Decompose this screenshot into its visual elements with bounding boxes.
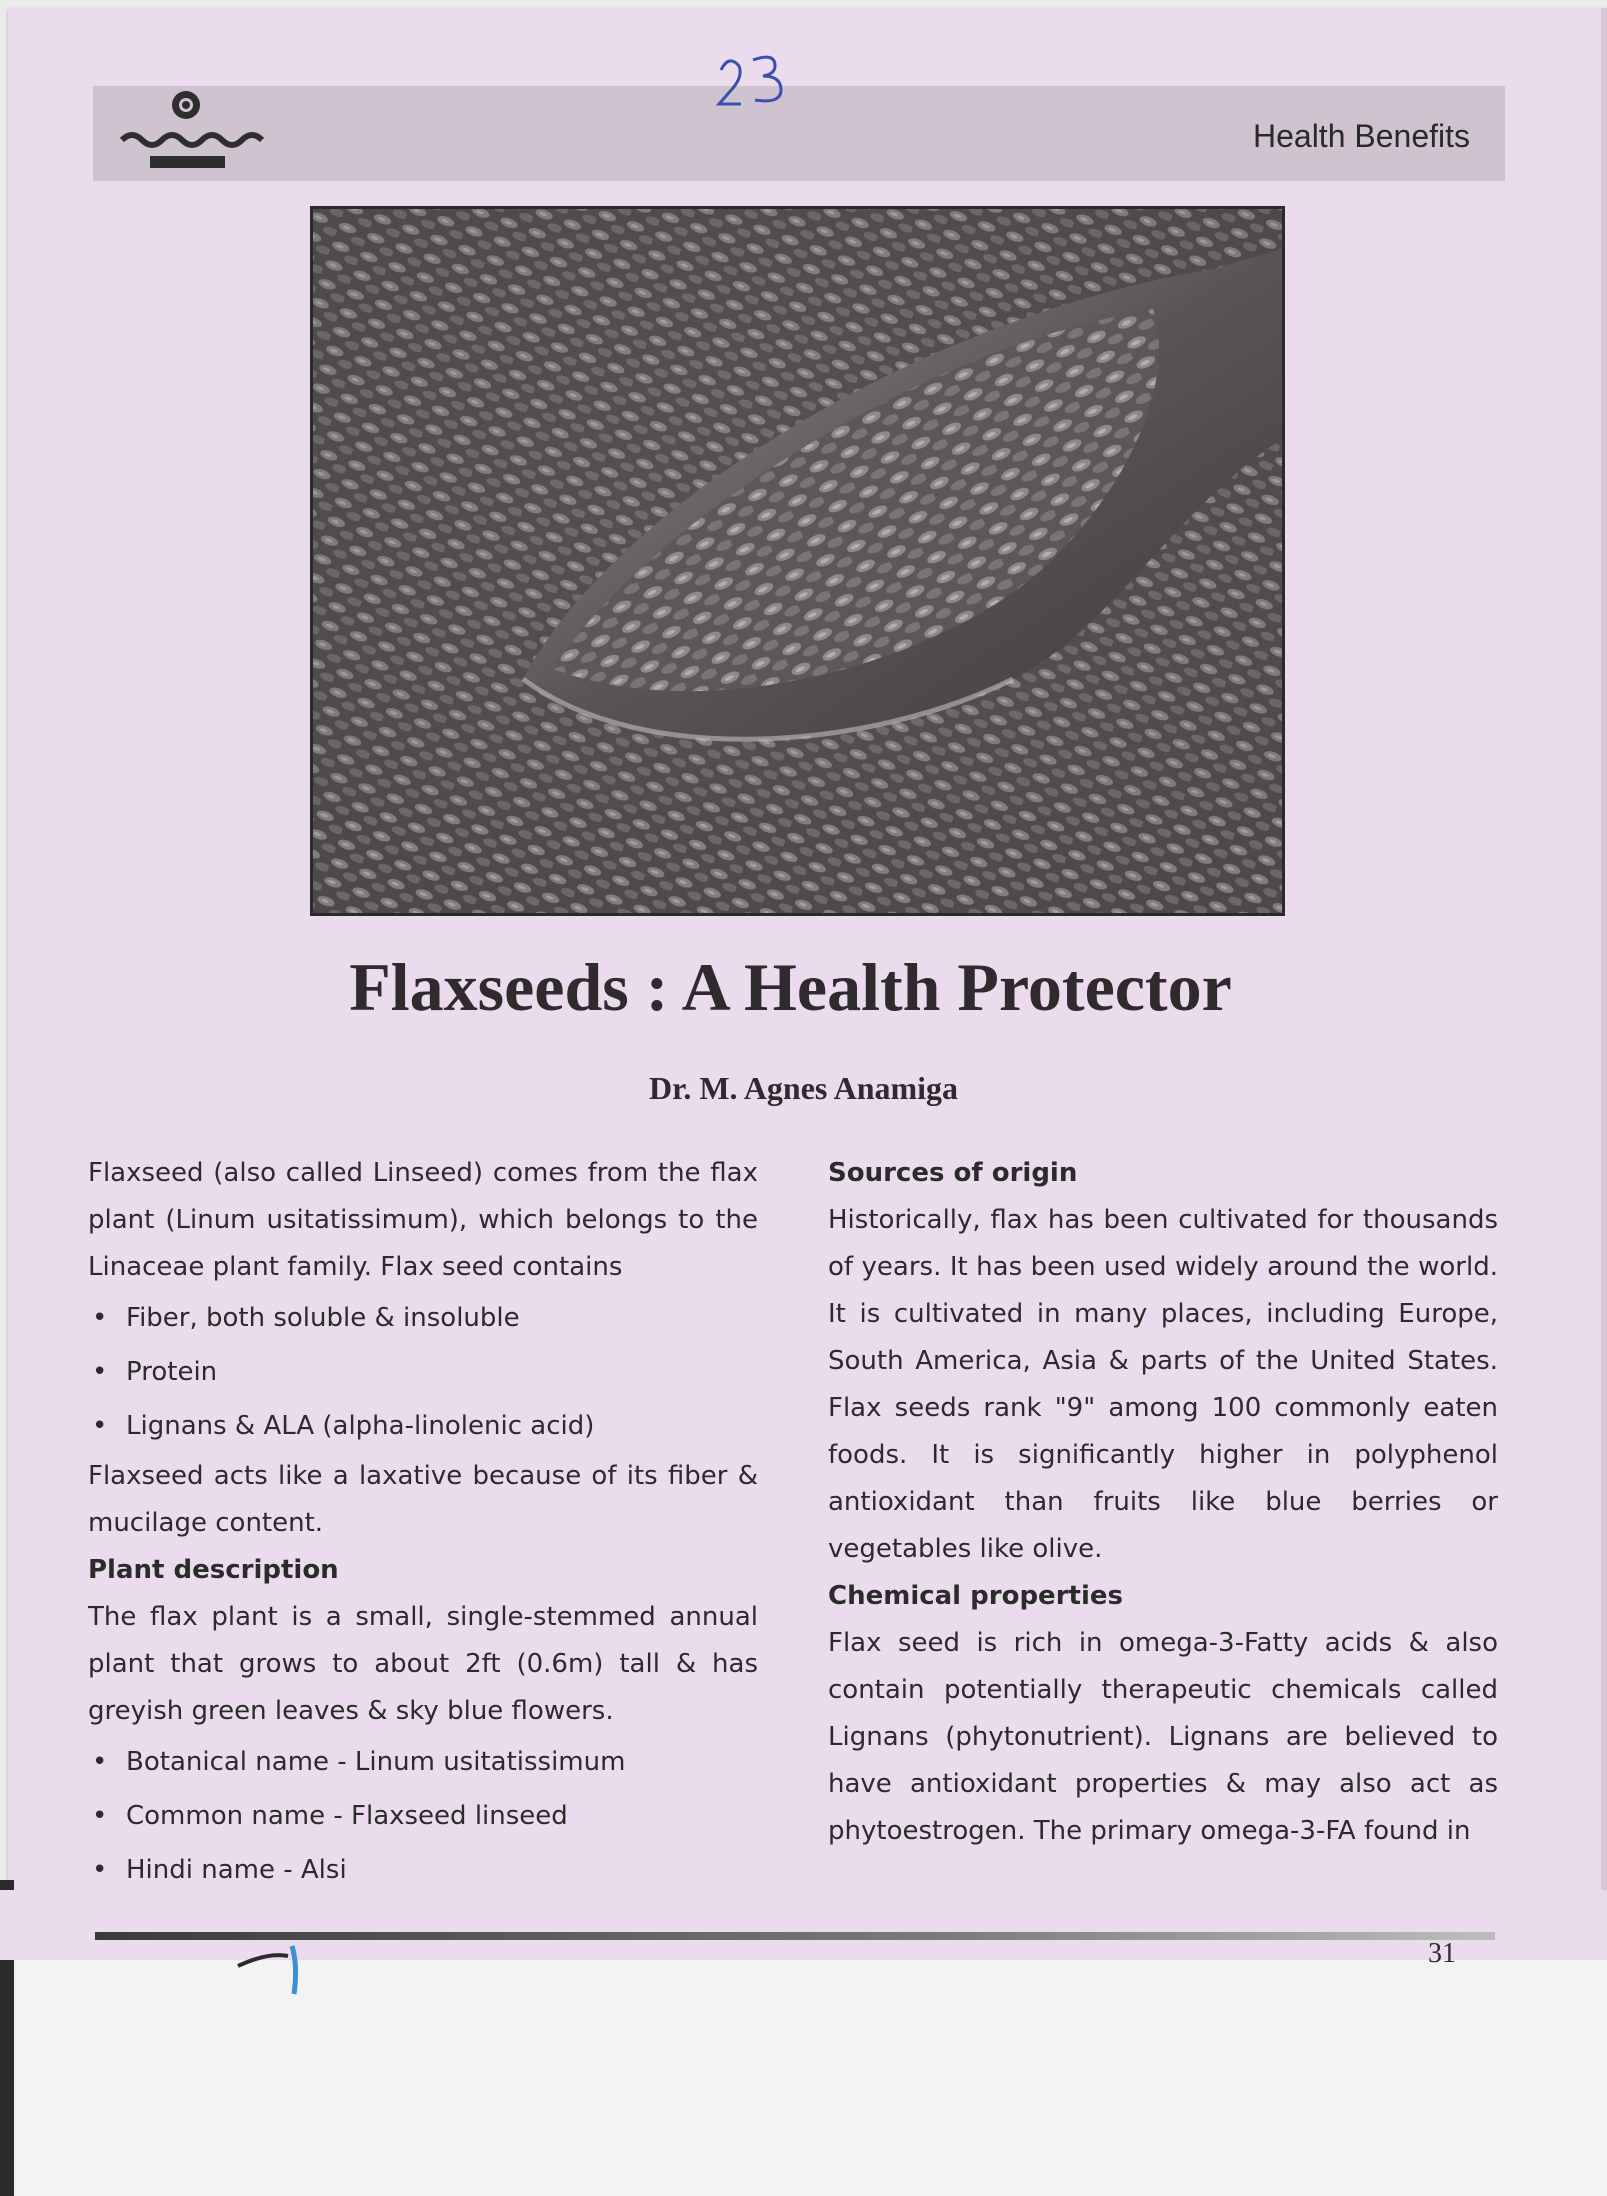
list-item: • Fiber, both soluble & insoluble xyxy=(88,1291,758,1345)
chemical-heading: Chemical properties xyxy=(828,1581,1123,1611)
plant-description-heading: Plant description xyxy=(88,1555,339,1585)
list-item: • Common name - Flaxseed linseed xyxy=(88,1789,758,1843)
section-title: Health Benefits xyxy=(1252,118,1470,154)
article-author: Dr. M. Agnes Anamiga xyxy=(648,1070,959,1106)
list-item: • Botanical name - Linum usitatissimum xyxy=(88,1735,758,1789)
intro-paragraph: Flaxseed (also called Linseed) comes from the flax plant (Linum usitatissimum), which belongs to the Linaceae plant family. Flax seed contains xyxy=(88,1158,758,1282)
page-number: 31 xyxy=(1428,1938,1456,1969)
publication-logo xyxy=(120,88,270,178)
sources-heading: Sources of origin xyxy=(828,1158,1078,1188)
flaxseed-photo xyxy=(310,206,1285,916)
handwritten-page-number xyxy=(713,48,813,128)
list-item: • Lignans & ALA (alpha-linolenic acid) xyxy=(88,1399,758,1453)
ribbon-bookmark xyxy=(232,1932,342,2002)
left-column xyxy=(88,1150,758,1897)
sources-paragraph: Historically, flax has been cultivated for thousands of years. It has been used widely around the world. It is cultivated in many places, including Europe, South America, Asia & parts of the United States. Flax seeds rank "9" among 100 commonly eaten foods. It is significantly higher in polyphenol antioxidant than fruits like blue berries or vegetables like olive. xyxy=(828,1205,1498,1564)
article-title: Flaxseeds : A Health Protector xyxy=(349,949,1232,1025)
right-column xyxy=(828,1150,1498,1855)
list-item: • Hindi name - Alsi xyxy=(88,1843,758,1897)
laxative-paragraph: Flaxseed acts like a laxative because of its fiber & mucilage content. xyxy=(88,1461,758,1538)
chemical-paragraph: Flax seed is rich in omega-3-Fatty acids & also contain potentially therapeutic chemicals called Lignans (phytonutrient). Lignans are believed to have antioxidant properties & may also act as phytoestrogen. The primary omega-3-FA found in xyxy=(828,1628,1498,1846)
list-item: • Protein xyxy=(88,1345,758,1399)
plant-description-paragraph: The flax plant is a small, single-stemmed annual plant that grows to about 2ft (0.6m) tall & has greyish green leaves & sky blue flowers. xyxy=(88,1602,758,1726)
names-list xyxy=(88,1735,758,1897)
contents-list xyxy=(88,1291,758,1453)
